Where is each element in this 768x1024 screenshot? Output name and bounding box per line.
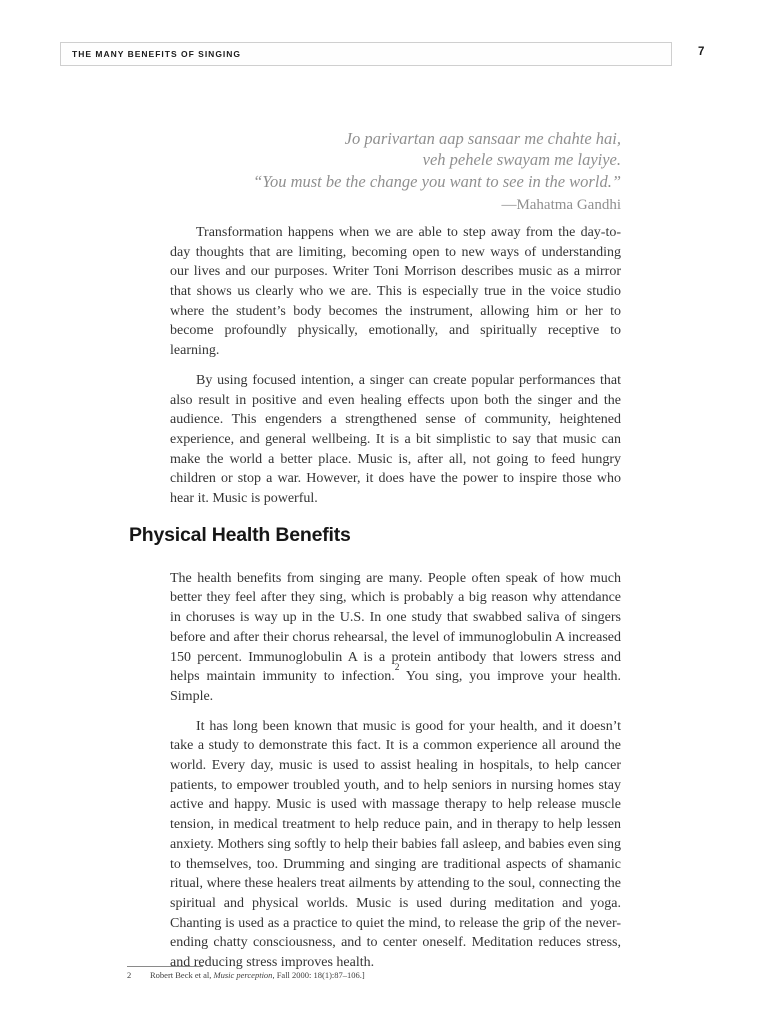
epigraph-line: “You must be the change you want to see in the world.” (253, 171, 621, 191)
running-header (60, 42, 672, 66)
citation-text: Robert Beck et al, (150, 970, 214, 980)
intro-paragraph-2: By using focused intention, a singer can create popular performances that also result in positive and even healing effects upon both the singer and the audience. This engenders a strengthened sense of community, heightened experience, and general wellbeing. It is a bit simplistic to say that music can make the world a better place. Music is, after all, not going to feed hungry children or stop a war. However, it does have the power to inspire those who hear it. Music is powerful. (170, 372, 621, 507)
section-paragraph-1 (170, 569, 621, 707)
footnote (127, 966, 627, 980)
citation-text: , Fall 2000: 18(1):87–106.] (272, 970, 365, 980)
running-header-title: THE MANY BENEFITS OF SINGING (72, 49, 242, 59)
footnote-rule (127, 966, 203, 967)
epigraph-attribution: —Mahatma Gandhi (501, 196, 621, 213)
section-paragraph-2: It has long been known that music is good for your health, and it doesn’t take a study to demonstrate this fact. It is a common experience all around the world. Every day, music is used to assist healing in hospitals, to help cancer patients, to empower troubled youth, and to help seniors in nursing homes stay active and happy. Music is used with massage therapy to help release muscle tension, in medical treatment to help reduce pain, and in therapy to help lessen anxiety. Mothers sing softly to help their babies fall asleep, and babies even sing to themselves, too. Drumming and singing are traditional aspects of shamanic ritual, where these healers treat ailments by attending to the soul, connecting the spiritual and physical worlds. Music is used during meditation and yoga. Chanting is used as a practice to quiet the mind, to release the grip of the never-ending chatty consciousness, and to center oneself. Meditation reduces stress, and reducing stress improves health. (170, 718, 621, 971)
paragraph-text: You sing, you improve your health. Simple. (170, 669, 621, 704)
page-number: 7 (698, 46, 705, 58)
section-heading: Physical Health Benefits (129, 523, 351, 546)
footnote-citation (150, 970, 365, 980)
footnote-reference: 2 (394, 663, 400, 674)
epigraph-line: veh pehele swayam me layiye. (422, 150, 621, 170)
intro-paragraph-1: Transformation happens when we are able to step away from the day-to-day thoughts that are limiting, becoming open to new ways of understanding our lives and our purposes. Writer Toni Morrison describes music as a mirror that shows us clearly who we are. This is especially true in the voice studio where the student’s body becomes the instrument, allowing him or her to become profoundly physically, emotionally, and spiritually receptive to learning. (170, 224, 621, 359)
page-content (129, 128, 621, 983)
epigraph-line: Jo parivartan aap sansaar me chahte hai, (344, 129, 621, 148)
epigraph (170, 128, 621, 215)
footnote-number: 2 (127, 970, 132, 980)
paragraph-text: The health benefits from singing are many. People often speak of how much better they feel after they sing, which is probably a big reason why attendance in choruses is way up in the U.S. In one study that swabbed saliva of singers before and after their chorus rehearsal, the level of immunoglobulin A increased 150 percent. Immunoglobulin A is a protein antibody that lowers stress and helps maintain immunity to infection. (170, 570, 621, 685)
citation-journal: Music perception (213, 970, 273, 980)
